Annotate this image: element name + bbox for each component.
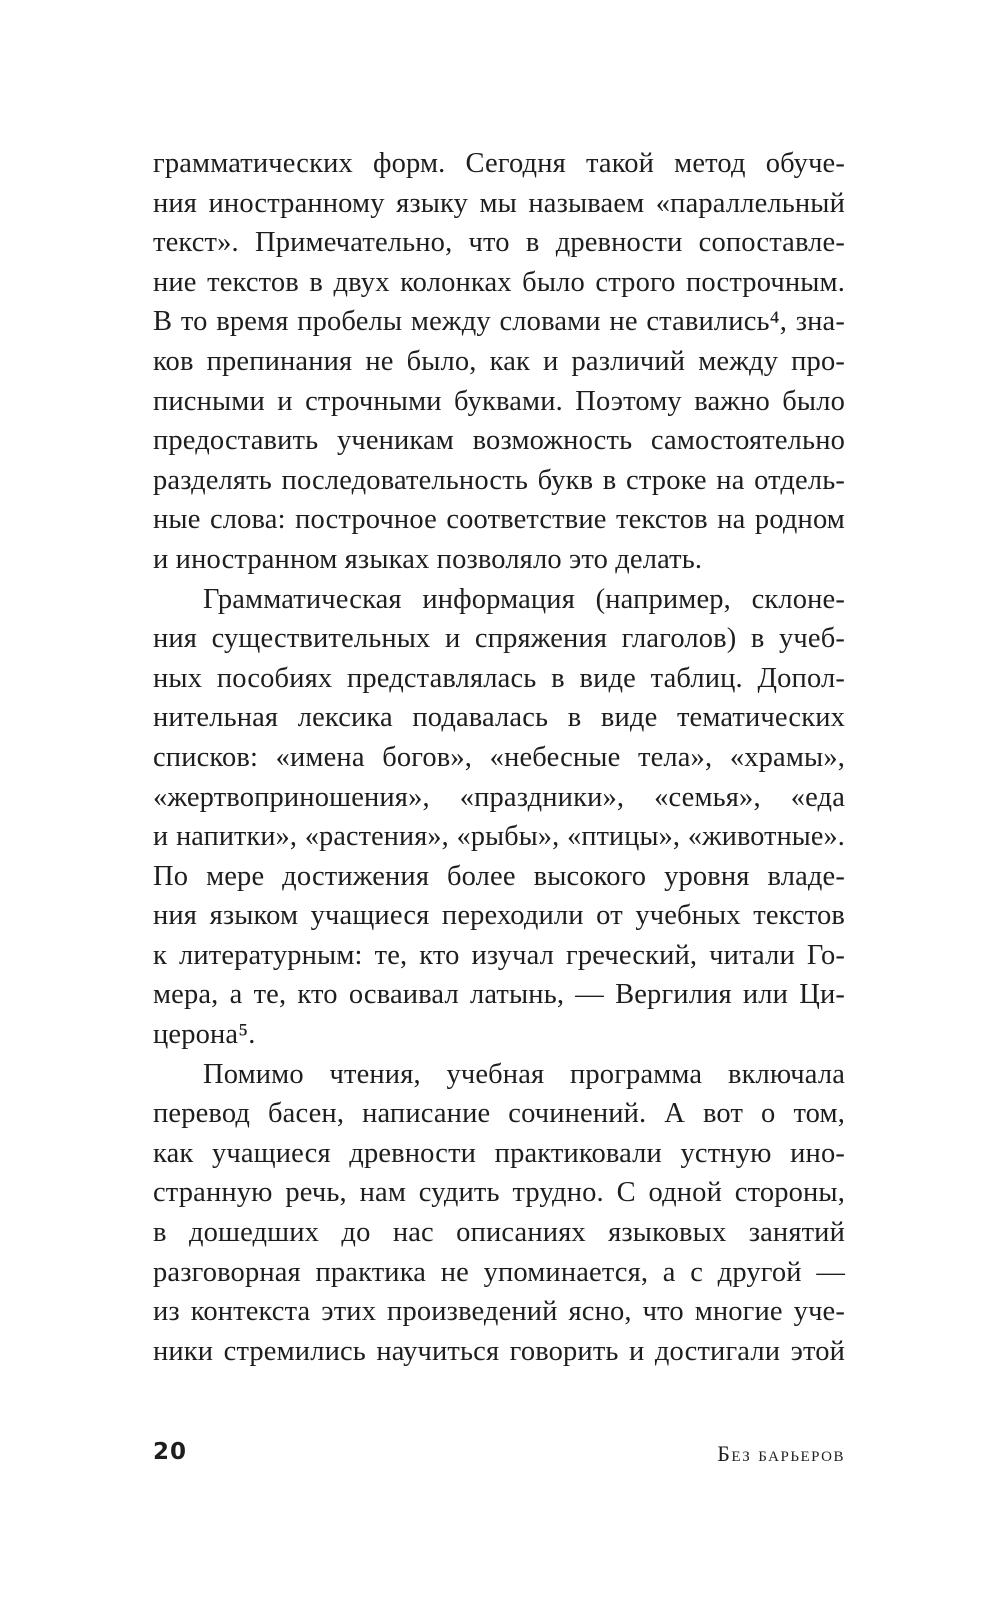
text-line: разговорная практика не упоминается, а с другой — bbox=[153, 1256, 845, 1288]
text-line: к литературным: те, кто изучал греческий, читали Го- bbox=[153, 939, 845, 971]
text-line: «жертвоприношения», «праздники», «семья», «еда bbox=[153, 781, 845, 813]
text-line: в дошедших до нас описаниях языковых занятий bbox=[153, 1217, 845, 1249]
text-line: ков препинания не было, как и различий между про- bbox=[153, 345, 845, 377]
text-line: грамматических форм. Сегодня такой метод обуче- bbox=[153, 148, 845, 179]
page-footer bbox=[153, 1439, 845, 1479]
text-line: ния существительных и спряжения глаголов) в учеб- bbox=[153, 623, 845, 655]
text-line: писными и строчными буквами. Поэтому важно было bbox=[153, 385, 845, 417]
text-line: и напитки», «растения», «рыбы», «птицы», «животные». bbox=[153, 821, 845, 853]
text-line: церона⁵. bbox=[153, 1019, 256, 1051]
text-line: В то время пробелы между словами не ставились⁴, зна- bbox=[153, 306, 845, 338]
text-line: ние текстов в двух колонках было строго построчным. bbox=[153, 266, 845, 298]
text-line: и иностранном языках позволяло это делать. bbox=[153, 543, 703, 575]
running-head: Без барьеров bbox=[717, 1441, 845, 1466]
text-line: Помимо чтения, учебная программа включала bbox=[203, 1058, 845, 1090]
page-number: 20 bbox=[153, 1439, 188, 1465]
text-line: как учащиеся древности практиковали устную ино- bbox=[153, 1137, 845, 1169]
text-line: разделять последовательность букв в строке на отдель- bbox=[153, 464, 845, 496]
text-line: ных пособиях представлялась в виде таблиц. Допол- bbox=[153, 662, 845, 694]
text-line: предоставить ученикам возможность самостоятельно bbox=[153, 425, 845, 457]
text-line: ния языком учащиеся переходили от учебных текстов bbox=[153, 900, 845, 932]
text-line: ные слова: построчное соответствие текстов на родном bbox=[153, 504, 845, 536]
text-line: текст». Примечательно, что в древности сопоставле- bbox=[153, 227, 845, 259]
text-line: мера, а те, кто осваивал латынь, — Вергилия или Ци- bbox=[153, 979, 845, 1011]
text-line: ники стремились научиться говорить и достигали этой bbox=[153, 1335, 845, 1367]
text-line: из контекста этих произведений ясно, что многие уче- bbox=[153, 1296, 845, 1328]
text-line: списков: «имена богов», «небесные тела», «храмы», bbox=[153, 741, 845, 773]
text-line: странную речь, нам судить трудно. С одной стороны, bbox=[153, 1177, 845, 1209]
body-text bbox=[153, 144, 845, 1371]
text-line: нительная лексика подавалась в виде тематических bbox=[153, 702, 845, 734]
text-line: По мере достижения более высокого уровня владе- bbox=[153, 860, 845, 892]
text-line: ния иностранному языку мы называем «параллельный bbox=[153, 187, 845, 219]
text-line: Грамматическая информация (например, склоне- bbox=[203, 583, 845, 615]
text-line: перевод басен, написание сочинений. А вот о том, bbox=[153, 1098, 845, 1130]
